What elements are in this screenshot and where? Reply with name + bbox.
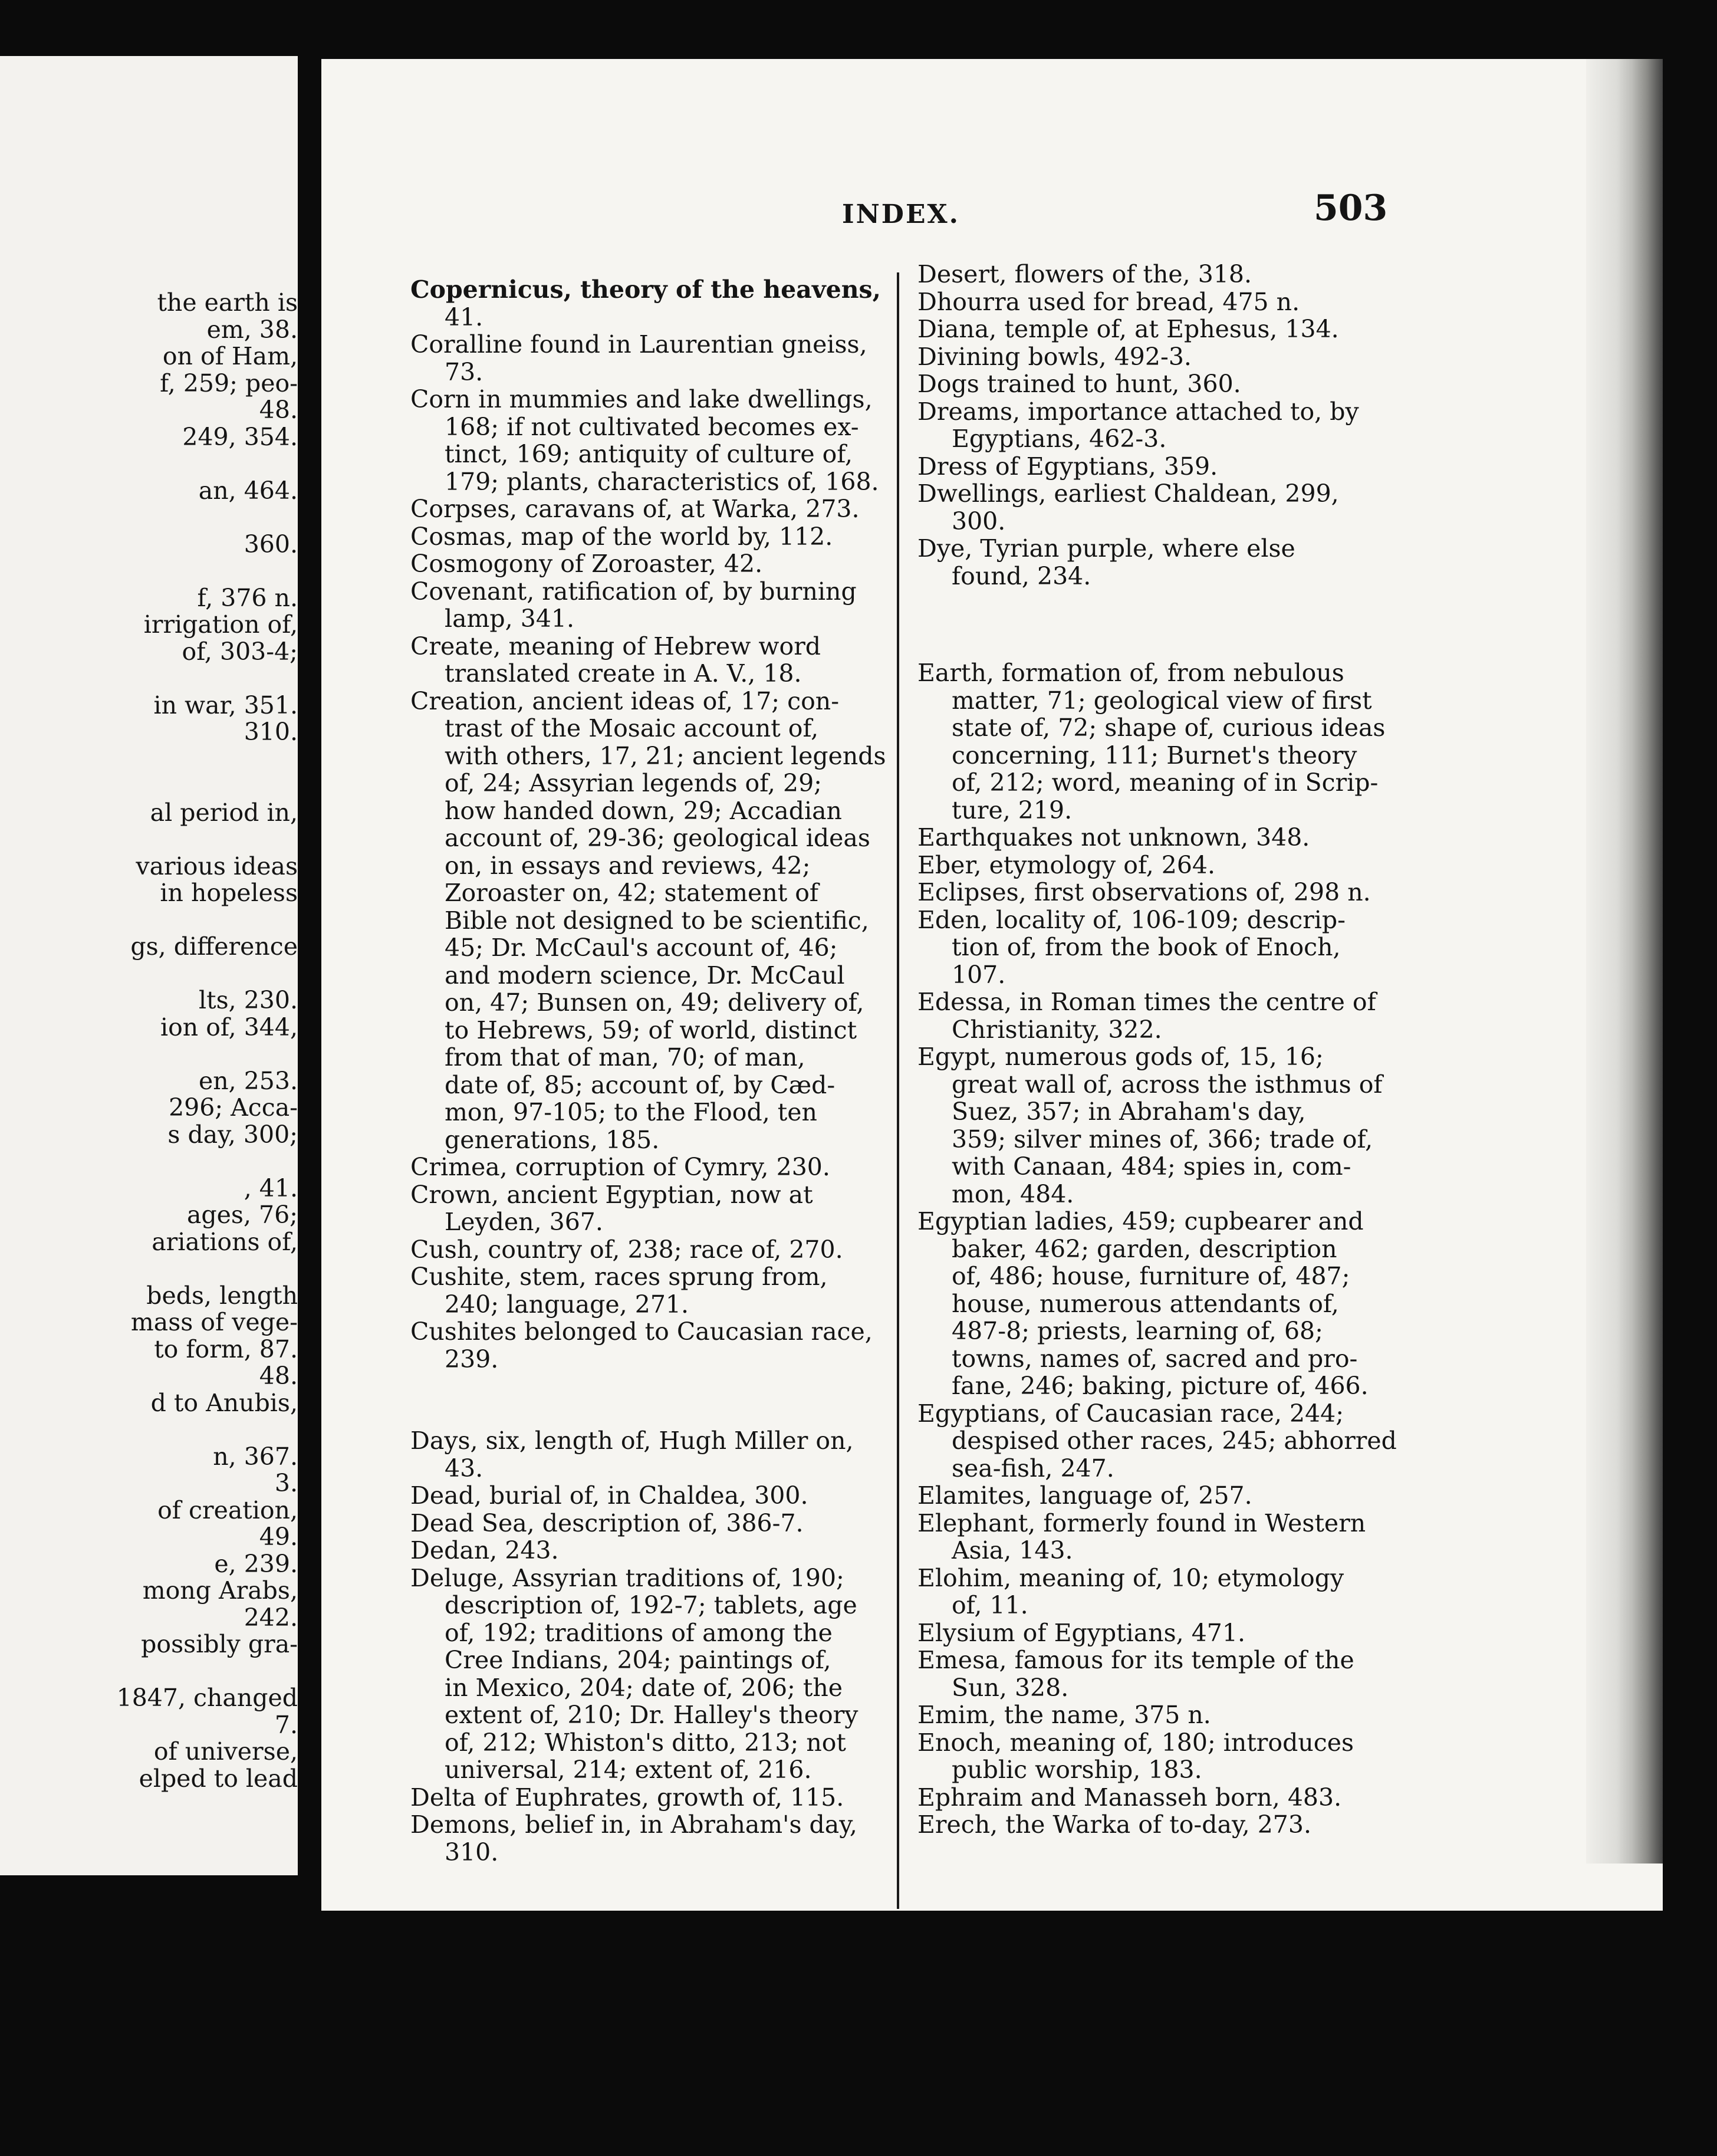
- index-entry: Egypt, numerous gods of, 15, 16;: [917, 1043, 1324, 1071]
- index-entry: Cush, country of, 238; race of, 270.: [410, 1235, 843, 1264]
- index-entry-continuation: Egyptians, 462-3.: [952, 425, 1167, 453]
- index-entry-continuation: to Hebrews, 59; of world, distinct: [445, 1015, 857, 1044]
- index-entry-continuation: great wall of, across the isthmus of: [952, 1070, 1383, 1099]
- index-entry-continuation: tinct, 169; antiquity of culture of,: [445, 440, 853, 468]
- facing-page-fragment: [0, 56, 298, 1875]
- index-entry-continuation: 107.: [952, 960, 1006, 989]
- section-gap: [917, 590, 1401, 659]
- index-entry-continuation: 310.: [445, 1838, 499, 1866]
- index-entry-continuation: sea-fish, 247.: [952, 1454, 1114, 1483]
- facing-page-line: ages, 76;: [186, 1201, 298, 1229]
- index-entry: Diana, temple of, at Ephesus, 134.: [917, 315, 1339, 343]
- index-entry-continuation: fane, 246; baking, picture of, 466.: [952, 1372, 1369, 1400]
- index-entry: Elysium of Egyptians, 471.: [917, 1618, 1245, 1647]
- facing-page-line: possibly gra-: [141, 1630, 298, 1658]
- facing-page-line: 310.: [244, 718, 298, 746]
- index-entry: Corn in mummies and lake dwellings,: [410, 385, 873, 413]
- index-entry-continuation: 41.: [445, 303, 483, 331]
- facing-page-line: 48.: [259, 396, 298, 424]
- index-entry: Egyptian ladies, 459; cupbearer and: [917, 1207, 1364, 1235]
- index-entry-continuation: 240; language, 271.: [445, 1290, 689, 1319]
- facing-page-line: 49.: [259, 1523, 298, 1551]
- index-entry-continuation: despised other races, 245; abhorred: [952, 1427, 1397, 1455]
- index-entry: Delta of Euphrates, growth of, 115.: [410, 1783, 844, 1812]
- facing-page-line: elped to lead: [139, 1764, 298, 1793]
- index-entry: Crown, ancient Egyptian, now at: [410, 1180, 813, 1209]
- facing-page-line: 296; Acca-: [169, 1093, 298, 1122]
- index-entry-continuation: with others, 17, 21; ancient legends: [445, 741, 886, 770]
- index-entry: Dye, Tyrian purple, where else: [917, 534, 1295, 563]
- index-entry: Copernicus, theory of the heavens,: [410, 275, 881, 304]
- index-entry-continuation: found, 234.: [952, 561, 1091, 590]
- index-entry-continuation: from that of man, 70; of man,: [445, 1043, 805, 1072]
- index-entry: Cosmas, map of the world by, 112.: [410, 522, 833, 551]
- index-entry: Eber, etymology of, 264.: [917, 850, 1216, 879]
- index-entry: Demons, belief in, in Abraham's day,: [410, 1810, 857, 1839]
- index-entry: Dress of Egyptians, 359.: [917, 452, 1218, 481]
- index-entry-continuation: Zoroaster on, 42; statement of: [445, 879, 819, 907]
- index-entry-continuation: matter, 71; geological view of first: [952, 686, 1372, 715]
- index-entry-continuation: on, 47; Bunsen on, 49; delivery of,: [445, 988, 864, 1017]
- facing-page-line: lts, 230.: [199, 986, 298, 1014]
- facing-page-line: e, 239.: [214, 1549, 298, 1578]
- facing-page-line: irrigation of,: [143, 610, 298, 639]
- facing-page-line: in hopeless: [160, 879, 298, 907]
- index-entry-continuation: state of, 72; shape of, curious ideas: [952, 714, 1386, 742]
- index-entry-continuation: 487-8; priests, learning of, 68;: [952, 1317, 1323, 1345]
- index-entry-continuation: of, 212; Whiston's ditto, 213; not: [445, 1728, 846, 1757]
- index-entry: Earth, formation of, from nebulous: [917, 659, 1344, 687]
- index-entry-continuation: lamp, 341.: [445, 604, 575, 633]
- index-entry: Earthquakes not unknown, 348.: [917, 823, 1310, 852]
- index-entry: Cosmogony of Zoroaster, 42.: [410, 550, 763, 578]
- index-entry-continuation: of, 24; Assyrian legends of, 29;: [445, 769, 822, 797]
- index-entry-continuation: Suez, 357; in Abraham's day,: [952, 1097, 1306, 1126]
- index-entry: Elephant, formerly found in Western: [917, 1508, 1366, 1537]
- index-entry-continuation: in Mexico, 204; date of, 206; the: [445, 1673, 843, 1702]
- facing-page-line: , 41.: [244, 1174, 298, 1202]
- index-entry-continuation: 359; silver mines of, 366; trade of,: [952, 1125, 1373, 1153]
- index-entry-continuation: 168; if not cultivated becomes ex-: [445, 412, 859, 441]
- page-number: 503: [1314, 188, 1388, 229]
- facing-page-line: f, 259; peo-: [160, 369, 298, 397]
- facing-page-line: n, 367.: [213, 1442, 298, 1471]
- index-entry: Corpses, caravans of, at Warka, 273.: [410, 495, 860, 523]
- index-column-left: [410, 276, 885, 1866]
- index-entry-continuation: description of, 192-7; tablets, age: [445, 1591, 857, 1619]
- facing-page-line: al period in,: [150, 798, 298, 827]
- index-entry: Ephraim and Manasseh born, 483.: [917, 1783, 1342, 1812]
- facing-page-line: 242.: [244, 1603, 298, 1632]
- index-entry-continuation: translated create in A. V., 18.: [445, 659, 802, 688]
- index-entry-continuation: 300.: [952, 507, 1006, 535]
- index-entry-continuation: 239.: [445, 1345, 499, 1373]
- index-entry: Dead, burial of, in Chaldea, 300.: [410, 1481, 808, 1510]
- facing-page-line: en, 253.: [198, 1066, 298, 1095]
- facing-page-line: 48.: [259, 1362, 298, 1390]
- index-entry-continuation: account of, 29-36; geological ideas: [445, 824, 870, 852]
- index-entry-continuation: generations, 185.: [445, 1125, 660, 1154]
- index-entry-continuation: Bible not designed to be scientific,: [445, 906, 869, 935]
- facing-page-line: on of Ham,: [162, 342, 298, 370]
- index-entry: Elohim, meaning of, 10; etymology: [917, 1563, 1344, 1592]
- index-entry: Dreams, importance attached to, by: [917, 397, 1359, 426]
- index-entry: Emim, the name, 375 n.: [917, 1701, 1211, 1729]
- facing-page-line: ariations of,: [152, 1227, 298, 1256]
- index-entry-continuation: Christianity, 322.: [952, 1015, 1162, 1044]
- index-entry: Eden, locality of, 106-109; descrip-: [917, 905, 1346, 934]
- index-entry-continuation: mon, 97-105; to the Flood, ten: [445, 1098, 817, 1126]
- index-entry-continuation: universal, 214; extent of, 216.: [445, 1756, 812, 1784]
- index-entry-continuation: 43.: [445, 1454, 483, 1483]
- facing-page-line: of creation,: [157, 1496, 298, 1524]
- facing-page-line: ion of, 344,: [160, 1013, 298, 1041]
- index-entry: Dhourra used for bread, 475 n.: [917, 287, 1300, 316]
- index-entry-continuation: of, 486; house, furniture of, 487;: [952, 1262, 1350, 1290]
- index-entry-continuation: Asia, 143.: [952, 1536, 1073, 1565]
- facing-page-line: f, 376 n.: [197, 583, 298, 612]
- index-entry-continuation: Leyden, 367.: [445, 1208, 603, 1236]
- facing-page-line: s day, 300;: [167, 1120, 298, 1149]
- index-entry-continuation: extent of, 210; Dr. Halley's theory: [445, 1701, 858, 1729]
- index-entry-continuation: trast of the Mosaic account of,: [445, 714, 819, 742]
- facing-page-line: various ideas: [136, 852, 298, 880]
- facing-page-line: in war, 351.: [153, 691, 298, 719]
- index-entry-continuation: towns, names of, sacred and pro-: [952, 1344, 1358, 1373]
- index-entry-continuation: date of, 85; account of, by Cæd-: [445, 1070, 836, 1099]
- index-entry: Eclipses, first observations of, 298 n.: [917, 878, 1371, 906]
- index-entry-continuation: 73.: [445, 357, 483, 386]
- index-entry-continuation: of, 192; traditions of among the: [445, 1618, 833, 1647]
- index-entry: Emesa, famous for its temple of the: [917, 1646, 1354, 1674]
- running-head: INDEX.: [842, 199, 960, 229]
- index-entry: Dedan, 243.: [410, 1536, 559, 1565]
- facing-page-line: of, 303-4;: [182, 637, 298, 666]
- facing-page-line: mass of vege-: [130, 1308, 298, 1336]
- facing-page-line: d to Anubis,: [150, 1388, 298, 1417]
- index-entry: Coralline found in Laurentian gneiss,: [410, 330, 867, 359]
- index-entry-continuation: 45; Dr. McCaul's account of, 46;: [445, 934, 838, 962]
- facing-page-line: mong Arabs,: [142, 1576, 298, 1605]
- index-entry-continuation: baker, 462; garden, description: [952, 1234, 1337, 1263]
- index-entry: Cushites belonged to Caucasian race,: [410, 1317, 873, 1346]
- facing-page-line: 249, 354.: [182, 422, 298, 451]
- facing-page-line: to form, 87.: [154, 1335, 298, 1363]
- index-column-right: [917, 261, 1401, 1839]
- index-entry-continuation: public worship, 183.: [952, 1756, 1202, 1784]
- facing-page-line: beds, length: [146, 1281, 298, 1310]
- page-edge-shadow: [1586, 59, 1663, 1864]
- index-entry-continuation: with Canaan, 484; spies in, com-: [952, 1152, 1351, 1181]
- facing-page-line: 360.: [244, 530, 298, 558]
- facing-page-line: the earth is: [157, 288, 298, 317]
- index-entry-continuation: Cree Indians, 204; paintings of,: [445, 1646, 831, 1674]
- index-entry: Creation, ancient ideas of, 17; con-: [410, 686, 840, 715]
- index-entry: Dwellings, earliest Chaldean, 299,: [917, 479, 1339, 508]
- index-entry: Cushite, stem, races sprung from,: [410, 1263, 828, 1291]
- index-entry: Deluge, Assyrian traditions of, 190;: [410, 1563, 844, 1592]
- index-entry-continuation: on, in essays and reviews, 42;: [445, 851, 811, 880]
- facing-page-line: of universe,: [153, 1737, 298, 1766]
- index-entry-continuation: and modern science, Dr. McCaul: [445, 961, 845, 990]
- index-entry-continuation: of, 212; word, meaning of in Scrip-: [952, 768, 1379, 797]
- facing-page-line: 7.: [274, 1710, 298, 1739]
- index-entry-continuation: house, numerous attendants of,: [952, 1289, 1339, 1318]
- index-entry-continuation: concerning, 111; Burnet's theory: [952, 741, 1357, 770]
- facing-page-line: 1847, changed: [116, 1684, 298, 1712]
- facing-page-line: gs, difference: [130, 932, 298, 961]
- facing-page-line: em, 38.: [206, 315, 298, 344]
- index-entry: Elamites, language of, 257.: [917, 1481, 1252, 1510]
- index-entry-continuation: tion of, from the book of Enoch,: [952, 933, 1341, 961]
- index-entry: Erech, the Warka of to-day, 273.: [917, 1810, 1312, 1839]
- index-entry-continuation: ture, 219.: [952, 796, 1073, 824]
- index-entry: Divining bowls, 492-3.: [917, 342, 1192, 371]
- section-gap: [410, 1373, 885, 1427]
- index-entry: Days, six, length of, Hugh Miller on,: [410, 1427, 854, 1455]
- index-entry: Create, meaning of Hebrew word: [410, 632, 821, 660]
- index-entry: Desert, flowers of the, 318.: [917, 260, 1252, 288]
- index-entry: Enoch, meaning of, 180; introduces: [917, 1728, 1354, 1757]
- index-entry: Edessa, in Roman times the centre of: [917, 988, 1376, 1016]
- index-entry: Dogs trained to hunt, 360.: [917, 370, 1241, 398]
- facing-page-line: an, 464.: [198, 476, 298, 505]
- index-entry: Crimea, corruption of Cymry, 230.: [410, 1153, 830, 1181]
- index-entry: Dead Sea, description of, 386-7.: [410, 1508, 804, 1537]
- facing-page-line: 3.: [274, 1469, 298, 1497]
- index-entry: Egyptians, of Caucasian race, 244;: [917, 1399, 1344, 1428]
- index-entry-continuation: 179; plants, characteristics of, 168.: [445, 467, 879, 496]
- index-entry-continuation: how handed down, 29; Accadian: [445, 796, 842, 825]
- index-entry-continuation: of, 11.: [952, 1591, 1028, 1619]
- index-entry-continuation: mon, 484.: [952, 1179, 1074, 1208]
- index-entry-continuation: Sun, 328.: [952, 1673, 1069, 1702]
- column-rule: [897, 272, 899, 1909]
- index-entry: Covenant, ratification of, by burning: [410, 577, 857, 606]
